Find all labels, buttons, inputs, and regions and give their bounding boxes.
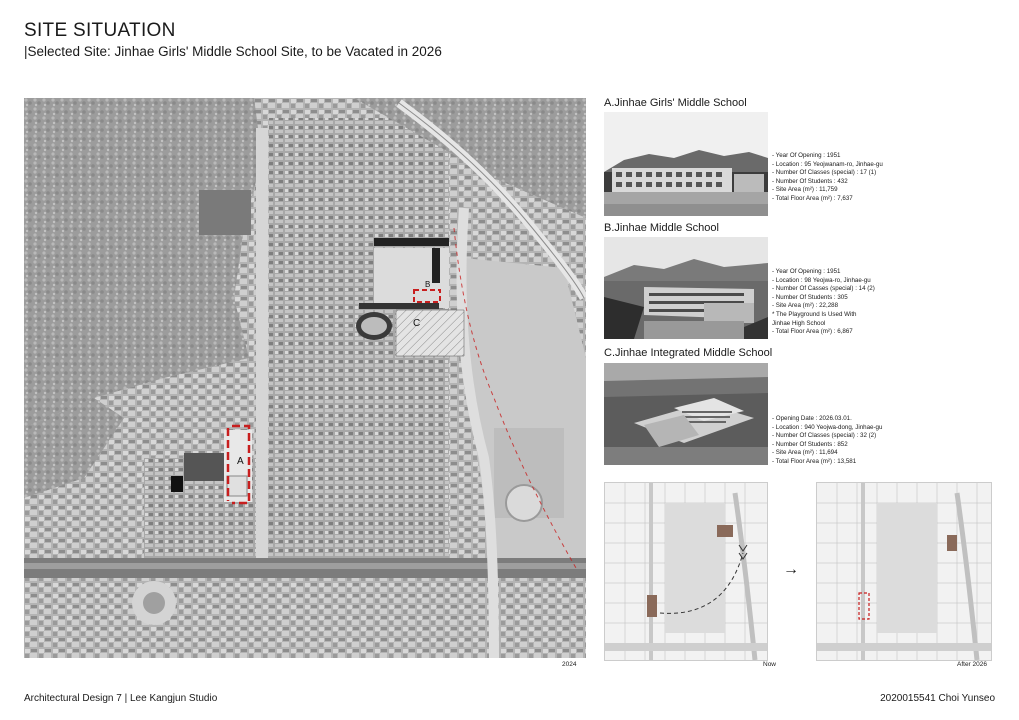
info-line: * The Playground Is Used With [772,310,857,318]
site-aerial-map [24,98,586,658]
school-b-heading: B.Jinhae Middle School [604,222,719,234]
after-caption: After 2026 [957,661,987,668]
info-line: - Year Of Opening : 1951 [772,268,841,275]
info-line: - Opening Date : 2026.03.01. [772,415,852,422]
school-c-heading: C.Jinhae Integrated Middle School [604,347,773,359]
school-b-photo [604,237,768,339]
page-subtitle: |Selected Site: Jinhae Girls' Middle School Site, to be Vacated in 2026 [24,44,442,59]
info-line: - Number Of Casses (special) : 14 (2) [772,285,875,293]
info-line: - Total Floor Area (m²) : 13,581 [772,457,857,465]
info-line: - Number Of Classes (special) : 17 (1) [772,169,877,177]
info-line: - Total Floor Area (m²) : 6,867 [772,328,853,336]
info-line: - Number Of Classes (special) : 32 (2) [772,432,877,440]
info-line: - Total Floor Area (m²) : 7,637 [772,194,853,202]
school-a-info [772,152,883,204]
school-c-info [772,415,882,467]
site-label-b: B [425,280,431,289]
info-line: - Year Of Opening : 1951 [772,152,841,159]
after-map [816,482,992,661]
info-line: - Site Area (m²) : 22,288 [772,302,839,310]
info-line: - Location : 98 Yeojwa-ro, Jinhae-gu [772,276,871,284]
school-b-info [772,268,875,337]
map-year-caption: 2024 [562,661,577,668]
school-a-photo [604,112,768,216]
now-map [604,482,768,661]
page-title: SITE SITUATION [24,20,176,41]
footer-course: Architectural Design 7 | Lee Kangjun Studio [24,693,218,704]
info-line: - Location : 940 Yeojwa-dong, Jinhae-gu [772,423,883,431]
now-caption: Now [763,661,777,668]
school-a-heading: A.Jinhae Girls' Middle School [604,97,747,109]
footer-author: 2020015541 Choi Yunseo [880,693,995,704]
info-line: - Site Area (m²) : 11,694 [772,449,838,457]
info-line: - Number Of Students : 432 [772,177,848,185]
transition-arrow-icon: → [783,561,799,578]
info-line: - Site Area (m²) : 11,759 [772,186,838,194]
info-line: - Number Of Students : 852 [772,440,848,448]
info-line: Jinhae High School [772,319,826,327]
info-line: - Location : 95 Yeojwanam-ro, Jinhae-gu [772,160,883,168]
site-label-c: C [413,318,421,329]
site-label-a: A [237,456,244,467]
info-line: - Number Of Students : 305 [772,293,848,301]
school-c-photo [604,363,768,465]
